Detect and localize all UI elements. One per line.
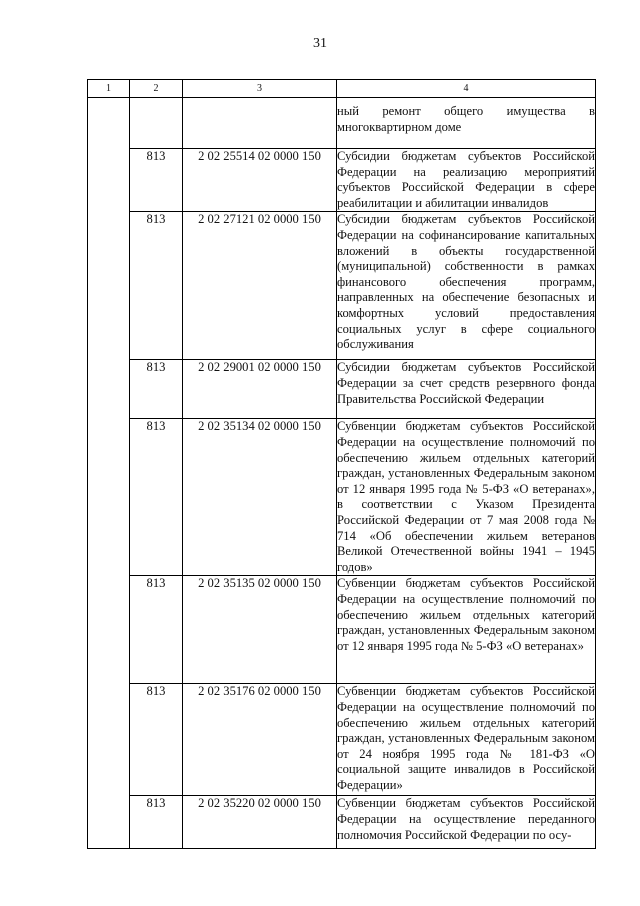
admin-code-cell: 813 <box>130 419 183 576</box>
header-cell: 2 <box>130 80 183 98</box>
budget-code-cell <box>183 98 337 149</box>
admin-code-cell: 813 <box>130 576 183 684</box>
budget-code-cell: 2 02 35176 02 0000 150 <box>183 684 337 796</box>
admin-code-cell: 813 <box>130 149 183 212</box>
budget-code-cell: 2 02 25514 02 0000 150 <box>183 149 337 212</box>
page-number: 31 <box>313 36 327 51</box>
admin-code-cell: 813 <box>130 796 183 849</box>
admin-code-cell: 813 <box>130 212 183 360</box>
table-row <box>88 360 596 419</box>
admin-code-cell <box>130 98 183 149</box>
description-cell: Субвенции бюджетам субъектов Российской Федерации на осуществление полномочий по обеспечению жильем отдельных категорий граждан, установленных Федеральным законом от 12 января 1995 года № 5-ФЗ «О ветеранах», в соответствии с Указом Президента Российской Федерации от 7 мая 2008 года № 714 «Об обеспечении жильем ветеранов Великой Отечественной войны 1941 – 1945 годов» <box>337 419 596 576</box>
table-row <box>88 684 596 796</box>
table-row <box>88 576 596 684</box>
header-cell: 3 <box>183 80 337 98</box>
header-cell: 4 <box>337 80 596 98</box>
budget-code-cell: 2 02 35220 02 0000 150 <box>183 796 337 849</box>
description-cell: ный ремонт общего имущества в многоквартирном доме <box>337 98 596 149</box>
header-cell: 1 <box>88 80 130 98</box>
header-row <box>88 80 596 98</box>
admin-code-cell: 813 <box>130 684 183 796</box>
description-cell: Субсидии бюджетам субъектов Российской Федерации на реализацию мероприятий субъектов Российской Федерации в сфере реабилитации и абилитации инвалидов <box>337 149 596 212</box>
table-row <box>88 98 596 149</box>
description-cell: Субвенции бюджетам субъектов Российской Федерации на осуществление переданного полномочия Российской Федерации по осу- <box>337 796 596 849</box>
description-cell: Субвенции бюджетам субъектов Российской Федерации на осуществление полномочий по обеспечению жильем отдельных категорий граждан, установленных Федеральным законом от 24 ноября 1995 года № 181-ФЗ «О социальной защите инвалидов в Российской Федерации» <box>337 684 596 796</box>
budget-code-cell: 2 02 35134 02 0000 150 <box>183 419 337 576</box>
table-row <box>88 419 596 576</box>
description-cell: Субсидии бюджетам субъектов Российской Федерации за счет средств резервного фонда Правительства Российской Федерации <box>337 360 596 419</box>
budget-code-cell: 2 02 29001 02 0000 150 <box>183 360 337 419</box>
table-row <box>88 149 596 212</box>
budget-code-cell: 2 02 27121 02 0000 150 <box>183 212 337 360</box>
budget-codes-table <box>87 79 596 849</box>
budget-code-cell: 2 02 35135 02 0000 150 <box>183 576 337 684</box>
admin-code-cell: 813 <box>130 360 183 419</box>
description-cell: Субсидии бюджетам субъектов Российской Федерации на софинансирование капитальных вложений в объекты государственной (муниципальной) собственности в рамках финансового обеспечения программ, направленных на обеспечение безопасных и комфортных условий предоставления социальных услуг в сфере социального обслуживания <box>337 212 596 360</box>
table-row <box>88 212 596 360</box>
column-1-cell <box>88 98 130 849</box>
table-row <box>88 796 596 849</box>
description-cell: Субвенции бюджетам субъектов Российской Федерации на осуществление полномочий по обеспечению жильем отдельных категорий граждан, установленных Федеральным законом от 12 января 1995 года № 5-ФЗ «О ветеранах» <box>337 576 596 684</box>
